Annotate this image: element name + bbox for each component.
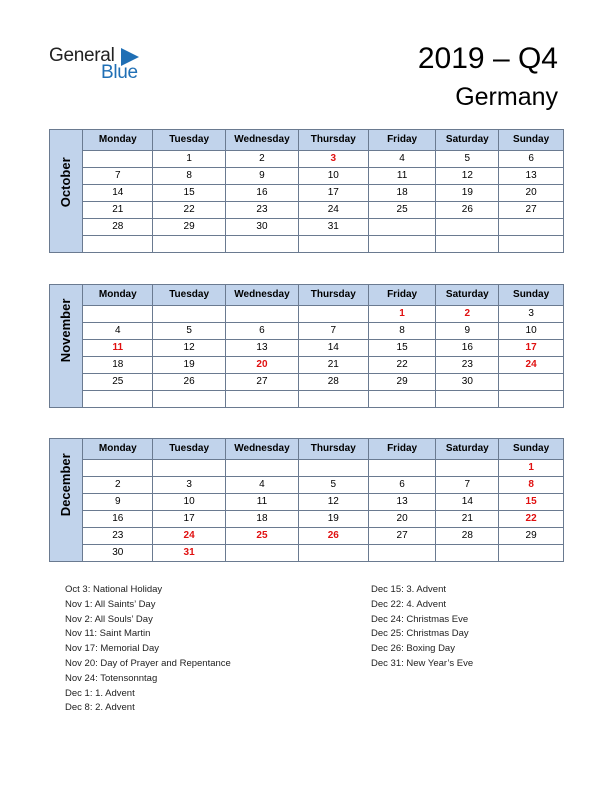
day-cell: 14 bbox=[298, 340, 368, 357]
weekday-header: Tuesday bbox=[153, 439, 226, 460]
month-name-label: November bbox=[58, 298, 74, 363]
day-cell bbox=[368, 545, 436, 562]
day-cell: 9 bbox=[436, 323, 499, 340]
month-name-label: October bbox=[58, 157, 74, 208]
day-cell: 11 bbox=[368, 168, 436, 185]
week-row bbox=[50, 185, 564, 202]
month-calendar-november bbox=[49, 284, 564, 408]
day-cell: 19 bbox=[436, 185, 499, 202]
weekday-header: Thursday bbox=[298, 130, 368, 151]
day-cell bbox=[83, 236, 153, 253]
week-row bbox=[50, 374, 564, 391]
day-cell bbox=[226, 391, 299, 408]
day-cell: 14 bbox=[83, 185, 153, 202]
day-cell bbox=[499, 391, 564, 408]
weekday-header: Saturday bbox=[436, 285, 499, 306]
day-cell: 31 bbox=[298, 219, 368, 236]
day-cell: 27 bbox=[226, 374, 299, 391]
day-cell: 17 bbox=[153, 511, 226, 528]
day-cell: 15 bbox=[368, 340, 436, 357]
weekday-header: Wednesday bbox=[226, 130, 299, 151]
day-cell: 5 bbox=[298, 477, 368, 494]
day-cell bbox=[368, 391, 436, 408]
day-cell: 12 bbox=[436, 168, 499, 185]
day-cell bbox=[226, 236, 299, 253]
day-cell: 16 bbox=[226, 185, 299, 202]
day-cell: 2 bbox=[83, 477, 153, 494]
weekday-header: Thursday bbox=[298, 439, 368, 460]
calendar-table bbox=[49, 284, 564, 408]
day-cell bbox=[153, 391, 226, 408]
week-row bbox=[50, 545, 564, 562]
day-cell bbox=[298, 236, 368, 253]
day-cell: 18 bbox=[83, 357, 153, 374]
week-row bbox=[50, 357, 564, 374]
day-cell: 8 bbox=[499, 477, 564, 494]
month-name-label: December bbox=[58, 453, 74, 517]
week-row bbox=[50, 151, 564, 168]
day-cell: 4 bbox=[226, 477, 299, 494]
holiday-entry: Dec 15: 3. Advent bbox=[371, 584, 446, 595]
holiday-entry: Nov 1: All Saints’ Day bbox=[65, 598, 156, 610]
day-cell: 12 bbox=[298, 494, 368, 511]
weekday-header: Sunday bbox=[499, 130, 564, 151]
day-cell: 28 bbox=[298, 374, 368, 391]
weekday-header: Tuesday bbox=[153, 285, 226, 306]
weekday-header: Saturday bbox=[436, 439, 499, 460]
day-cell: 1 bbox=[499, 460, 564, 477]
week-row bbox=[50, 391, 564, 408]
holiday-entry: Oct 3: National Holiday bbox=[65, 584, 163, 595]
week-row bbox=[50, 511, 564, 528]
day-cell bbox=[499, 219, 564, 236]
day-cell bbox=[226, 460, 299, 477]
day-cell: 22 bbox=[368, 357, 436, 374]
day-cell bbox=[436, 545, 499, 562]
calendar-table bbox=[49, 129, 564, 253]
day-cell: 30 bbox=[436, 374, 499, 391]
day-cell: 8 bbox=[368, 323, 436, 340]
holiday-entry: Dec 8: 2. Advent bbox=[65, 702, 135, 714]
holiday-entry: Nov 2: All Souls’ Day bbox=[65, 613, 153, 625]
day-cell: 30 bbox=[226, 219, 299, 236]
holiday-entry: Dec 24: Christmas Eve bbox=[371, 613, 469, 625]
day-cell: 27 bbox=[499, 202, 564, 219]
day-cell: 27 bbox=[368, 528, 436, 545]
holiday-list-right bbox=[371, 583, 473, 672]
day-cell: 19 bbox=[298, 511, 368, 528]
day-cell: 13 bbox=[226, 340, 299, 357]
holiday-list-left bbox=[65, 583, 231, 716]
day-cell: 5 bbox=[436, 151, 499, 168]
day-cell bbox=[436, 236, 499, 253]
day-cell bbox=[153, 236, 226, 253]
day-cell: 21 bbox=[436, 511, 499, 528]
day-cell: 1 bbox=[368, 306, 436, 323]
day-cell: 5 bbox=[153, 323, 226, 340]
logo-text-general: General bbox=[49, 45, 115, 66]
weekday-header: Saturday bbox=[436, 130, 499, 151]
week-row bbox=[50, 168, 564, 185]
weekday-header: Tuesday bbox=[153, 130, 226, 151]
day-cell: 3 bbox=[499, 306, 564, 323]
day-cell bbox=[83, 460, 153, 477]
weekday-header: Friday bbox=[368, 285, 436, 306]
month-calendar-october bbox=[49, 129, 564, 253]
day-cell: 17 bbox=[298, 185, 368, 202]
holiday-entry: Nov 11: Saint Martin bbox=[65, 628, 151, 640]
day-cell: 4 bbox=[83, 323, 153, 340]
day-cell: 30 bbox=[83, 545, 153, 562]
generalblue-logo bbox=[49, 44, 149, 84]
day-cell: 3 bbox=[153, 477, 226, 494]
day-cell: 29 bbox=[153, 219, 226, 236]
day-cell: 8 bbox=[153, 168, 226, 185]
day-cell bbox=[436, 219, 499, 236]
day-cell bbox=[83, 391, 153, 408]
weekday-header: Monday bbox=[83, 130, 153, 151]
weekday-header: Wednesday bbox=[226, 285, 299, 306]
weekday-header: Friday bbox=[368, 439, 436, 460]
day-cell: 22 bbox=[499, 511, 564, 528]
day-cell bbox=[298, 306, 368, 323]
day-cell: 31 bbox=[153, 545, 226, 562]
day-cell: 26 bbox=[436, 202, 499, 219]
day-cell bbox=[499, 545, 564, 562]
week-row bbox=[50, 323, 564, 340]
day-cell: 3 bbox=[298, 151, 368, 168]
weekday-header: Friday bbox=[368, 130, 436, 151]
calendar-table bbox=[49, 438, 564, 562]
day-cell: 10 bbox=[153, 494, 226, 511]
holiday-entry: Dec 25: Christmas Day bbox=[371, 628, 469, 640]
day-cell: 12 bbox=[153, 340, 226, 357]
day-cell: 24 bbox=[499, 357, 564, 374]
day-cell: 11 bbox=[226, 494, 299, 511]
day-cell: 9 bbox=[83, 494, 153, 511]
day-cell: 14 bbox=[436, 494, 499, 511]
day-cell: 28 bbox=[83, 219, 153, 236]
week-row bbox=[50, 236, 564, 253]
holiday-entry: Dec 26: Boxing Day bbox=[371, 643, 455, 655]
day-cell: 23 bbox=[436, 357, 499, 374]
holiday-entry: Dec 31: New Year’s Eve bbox=[371, 657, 474, 669]
day-cell: 9 bbox=[226, 168, 299, 185]
day-cell: 7 bbox=[436, 477, 499, 494]
day-cell: 15 bbox=[499, 494, 564, 511]
day-cell: 16 bbox=[436, 340, 499, 357]
day-cell: 7 bbox=[298, 323, 368, 340]
day-cell: 6 bbox=[499, 151, 564, 168]
day-cell: 20 bbox=[368, 511, 436, 528]
week-row bbox=[50, 306, 564, 323]
day-cell: 20 bbox=[226, 357, 299, 374]
day-cell bbox=[298, 545, 368, 562]
weekday-header: Sunday bbox=[499, 285, 564, 306]
day-cell bbox=[226, 545, 299, 562]
day-cell: 7 bbox=[83, 168, 153, 185]
month-name bbox=[50, 285, 83, 408]
day-cell: 23 bbox=[226, 202, 299, 219]
day-cell: 2 bbox=[226, 151, 299, 168]
day-cell: 13 bbox=[368, 494, 436, 511]
holiday-entry: Dec 22: 4. Advent bbox=[371, 598, 446, 610]
week-row bbox=[50, 528, 564, 545]
country-name: Germany bbox=[455, 83, 558, 111]
day-cell: 25 bbox=[368, 202, 436, 219]
day-cell: 24 bbox=[153, 528, 226, 545]
day-cell: 26 bbox=[298, 528, 368, 545]
day-cell: 4 bbox=[368, 151, 436, 168]
day-cell bbox=[298, 391, 368, 408]
day-cell: 2 bbox=[436, 306, 499, 323]
day-cell: 20 bbox=[499, 185, 564, 202]
month-calendar-december bbox=[49, 438, 564, 562]
day-cell bbox=[368, 219, 436, 236]
day-cell bbox=[83, 306, 153, 323]
weekday-header: Monday bbox=[83, 285, 153, 306]
day-cell bbox=[153, 306, 226, 323]
day-cell: 25 bbox=[83, 374, 153, 391]
holiday-entry: Nov 20: Day of Prayer and Repentance bbox=[65, 657, 231, 669]
week-row bbox=[50, 219, 564, 236]
week-row bbox=[50, 202, 564, 219]
holiday-entry: Nov 24: Totensonntag bbox=[65, 672, 158, 684]
day-cell: 1 bbox=[153, 151, 226, 168]
day-cell: 22 bbox=[153, 202, 226, 219]
day-cell: 18 bbox=[368, 185, 436, 202]
day-cell bbox=[298, 460, 368, 477]
day-cell: 25 bbox=[226, 528, 299, 545]
day-cell: 6 bbox=[368, 477, 436, 494]
day-cell: 28 bbox=[436, 528, 499, 545]
day-cell: 17 bbox=[499, 340, 564, 357]
day-cell: 16 bbox=[83, 511, 153, 528]
day-cell bbox=[153, 460, 226, 477]
day-cell: 15 bbox=[153, 185, 226, 202]
day-cell: 10 bbox=[298, 168, 368, 185]
day-cell: 13 bbox=[499, 168, 564, 185]
day-cell: 29 bbox=[368, 374, 436, 391]
day-cell: 21 bbox=[298, 357, 368, 374]
day-cell: 26 bbox=[153, 374, 226, 391]
day-cell bbox=[499, 236, 564, 253]
weekday-header: Sunday bbox=[499, 439, 564, 460]
week-row bbox=[50, 494, 564, 511]
day-cell: 24 bbox=[298, 202, 368, 219]
day-cell bbox=[83, 151, 153, 168]
day-cell: 11 bbox=[83, 340, 153, 357]
month-name bbox=[50, 130, 83, 253]
day-cell: 19 bbox=[153, 357, 226, 374]
week-row bbox=[50, 340, 564, 357]
day-cell bbox=[226, 306, 299, 323]
day-cell: 23 bbox=[83, 528, 153, 545]
weekday-header: Monday bbox=[83, 439, 153, 460]
day-cell bbox=[436, 460, 499, 477]
day-cell bbox=[368, 460, 436, 477]
holiday-entry: Nov 17: Memorial Day bbox=[65, 643, 159, 655]
day-cell bbox=[436, 391, 499, 408]
month-name bbox=[50, 439, 83, 562]
page-title: 2019 – Q4 bbox=[417, 42, 558, 75]
day-cell: 6 bbox=[226, 323, 299, 340]
holiday-entry: Dec 1: 1. Advent bbox=[65, 687, 135, 699]
weekday-header: Thursday bbox=[298, 285, 368, 306]
week-row bbox=[50, 477, 564, 494]
day-cell: 18 bbox=[226, 511, 299, 528]
day-cell bbox=[368, 236, 436, 253]
week-row bbox=[50, 460, 564, 477]
day-cell: 21 bbox=[83, 202, 153, 219]
day-cell: 10 bbox=[499, 323, 564, 340]
day-cell: 29 bbox=[499, 528, 564, 545]
day-cell bbox=[499, 374, 564, 391]
logo-text-blue: Blue bbox=[101, 62, 138, 83]
weekday-header: Wednesday bbox=[226, 439, 299, 460]
